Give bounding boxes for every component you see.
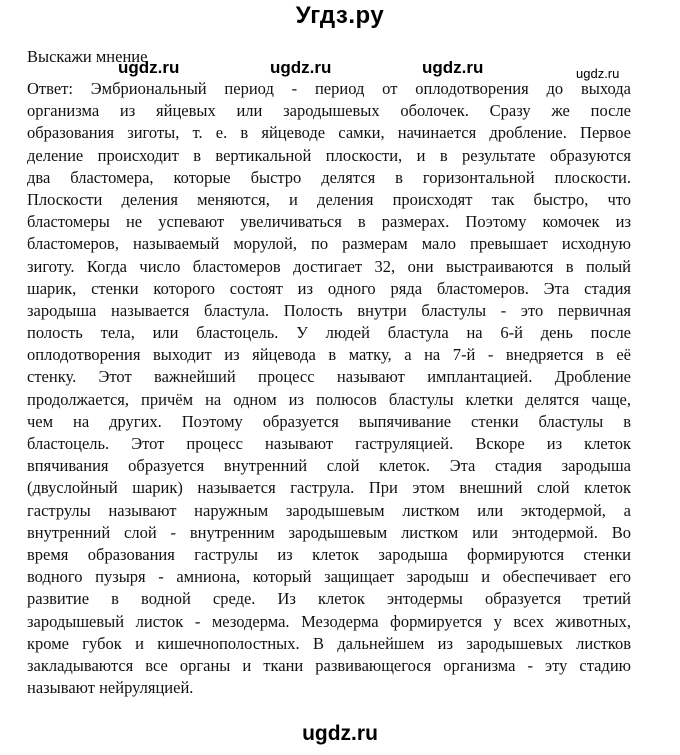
site-title: Угдз.ру <box>295 2 385 29</box>
answer-line: (двуслойный шарик) называется гаструла. При этом внешний слой клеток <box>27 478 631 498</box>
answer-line: водного пузыря - амниона, который защищает зародыш и обеспечивает его <box>27 567 631 587</box>
answer-line: внутренний слой - внутренним зародышевым листком или энтодермой. Во <box>27 522 631 542</box>
answer-line: развитие в водной среде. Из клеток энтодермы образуется третий <box>27 589 631 609</box>
answer-line: стенку. Этот важнейший процесс называют имплантацией. Дробление <box>27 367 631 387</box>
answer-line: бластомеры не успевают увеличиваться в размерах. Поэтому комочек из <box>27 212 631 232</box>
answer-line: время образования гаструлы из клеток зародыша формируются стенки <box>27 544 631 564</box>
task-heading: Выскажи мнение <box>27 47 148 66</box>
watermark: ugdz.ru <box>118 58 180 77</box>
answer-line: гаструлы называют наружным зародышевым листком или эктодермой, а <box>27 500 631 520</box>
answer-line: продолжается, причём на одном из полюсов бластулы клетки делятся чаще, <box>27 389 631 409</box>
watermark: ugdz.ru <box>576 66 620 81</box>
answer-line: называют нейруляцией. <box>27 678 194 698</box>
answer-line: зародыша называется бластула. Полость внутри бластулы - это первичная <box>27 300 631 320</box>
answer-line: два бластомера, которые быстро делятся в горизонтальной плоскости. <box>27 167 631 187</box>
answer-line: полость тела, или бластоцель. У людей бластула на 6-й день после <box>27 323 631 343</box>
answer-line: закладываются все органы и ткани развивающегося организма - эту стадию <box>27 655 631 675</box>
answer-line: зародышевый листок - мезодерма. Мезодерма формируется у всех животных, <box>27 611 631 631</box>
answer-line: Плоскости деления меняются, и деления происходят так быстро, что <box>27 189 631 209</box>
answer-line: бластомеров, называемый морулой, по размерам мало превышает исходную <box>27 234 631 254</box>
answer-line: впячивания образуется внутренний слой клеток. Эта стадия зародыша <box>27 456 631 476</box>
watermark: ugdz.ru <box>270 58 332 77</box>
answer-line: кроме губок и кишечнополостных. В дальнейшем из зародышевых листков <box>27 633 631 653</box>
answer-line: организма из яйцевых или зародышевых оболочек. Сразу же после <box>27 101 631 121</box>
answer-line: оплодотворения выходит из яйцевода в матку, а на 7-й - внедряется в её <box>27 345 631 365</box>
answer-text <box>27 78 631 699</box>
answer-line: Ответ: Эмбриональный период - период от оплодотворения до выхода <box>27 79 631 98</box>
footer-site-link[interactable]: ugdz.ru <box>302 722 378 745</box>
watermark: ugdz.ru <box>422 58 484 77</box>
answer-line: деление происходит в вертикальной плоскости, и в результате образуются <box>27 145 631 165</box>
answer-line: бластоцель. Этот процесс называют гаструляцией. Вскоре из клеток <box>27 434 631 453</box>
answer-line: образования зиготы, т. е. в яйцеводе самки, начинается дробление. Первое <box>27 123 631 143</box>
answer-line: зиготу. Когда число бластомеров достигает 32, они выстраиваются в полый <box>27 256 631 276</box>
answer-line: чем на других. Поэтому образуется выпячивание стенки бластулы в <box>27 411 631 431</box>
answer-line: шарик, стенки которого состоят из одного ряда бластомеров. Эта стадия <box>27 278 631 298</box>
